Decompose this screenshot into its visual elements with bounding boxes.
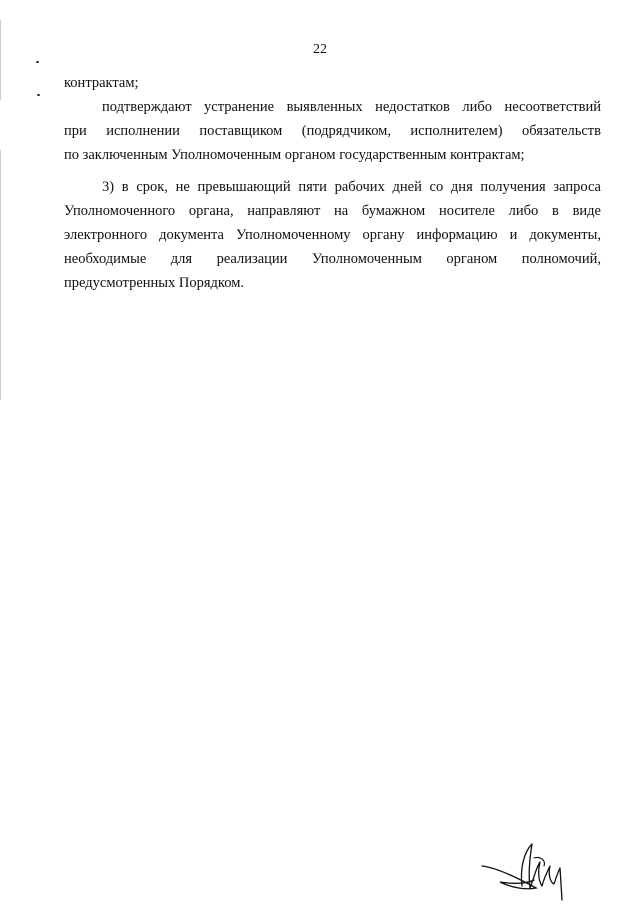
text-line: по заключенным Уполномоченным органом государственным контрактам;: [64, 147, 525, 163]
scan-speck: [36, 61, 39, 63]
page-number: 22: [313, 42, 327, 57]
text-line: контрактам;: [64, 75, 139, 91]
text-line: подтверждают устранение выявленных недостатков либо несоответствий: [102, 99, 601, 115]
text-line: 3) в срок, не превышающий пяти рабочих дней со дня получения запроса: [102, 179, 601, 195]
scan-edge-mark: [0, 20, 1, 100]
text-line: предусмотренных Порядком.: [64, 275, 244, 291]
handwritten-signature-icon: [478, 838, 568, 908]
scan-edge-mark: [0, 150, 1, 400]
text-line: при исполнении поставщиком (подрядчиком, исполнителем) обязательств: [64, 123, 601, 139]
text-line: необходимые для реализации Уполномоченным органом полномочий,: [64, 251, 601, 267]
text-line: электронного документа Уполномоченному органу информацию и документы,: [64, 227, 601, 243]
scan-speck: [37, 94, 40, 96]
text-line: Уполномоченного органа, направляют на бумажном носителе либо в виде: [64, 203, 601, 219]
